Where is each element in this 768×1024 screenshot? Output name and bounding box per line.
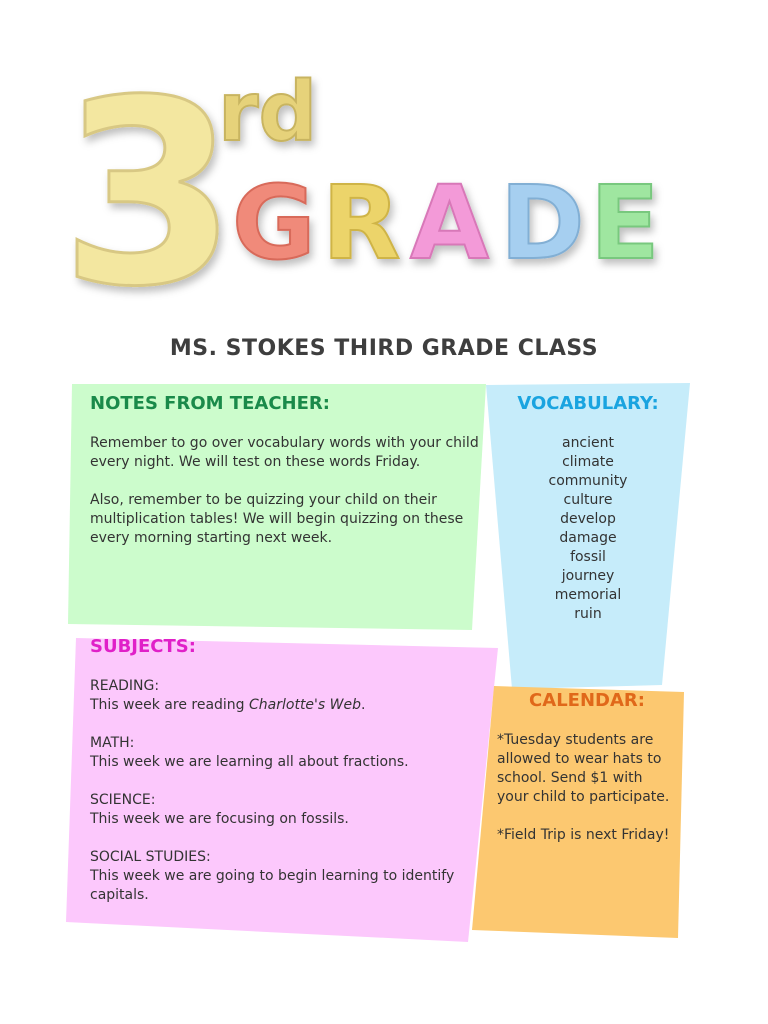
calendar-title: CALENDAR: — [529, 690, 645, 711]
subject-science — [90, 791, 490, 829]
subjects-title: SUBJECTS: — [90, 636, 196, 657]
subject-name: SOCIAL STUDIES: — [90, 849, 211, 865]
subjects-panel — [90, 636, 490, 924]
grade-letter-r: R — [322, 164, 401, 283]
book-title: Charlotte's Web — [249, 697, 361, 713]
subject-description: This week are reading Charlotte's Web. — [90, 697, 366, 713]
subject-reading — [90, 677, 490, 715]
subject-description: This week we are focusing on fossils. — [90, 811, 349, 827]
calendar-panel — [497, 690, 677, 864]
subject-math — [90, 734, 490, 772]
subject-social-studies — [90, 848, 490, 905]
vocabulary-title: VOCABULARY: — [517, 393, 659, 414]
vocabulary-word: develop — [560, 511, 616, 527]
notes-panel — [90, 393, 480, 567]
vocabulary-panel — [490, 393, 686, 624]
grade-suffix: rd — [218, 65, 318, 160]
vocabulary-word: culture — [563, 492, 613, 508]
vocabulary-word: climate — [562, 454, 614, 470]
grade-letter-a: A — [410, 164, 489, 283]
notes-title: NOTES FROM TEACHER: — [90, 393, 330, 414]
calendar-event: *Field Trip is next Friday! — [497, 827, 670, 843]
subject-name: READING: — [90, 678, 160, 694]
notes-paragraph: Also, remember to be quizzing your child on their multiplication tables! We will begin quizzing on these every morning starting next week. — [90, 492, 464, 546]
vocabulary-word: journey — [561, 568, 615, 584]
vocabulary-list — [490, 434, 686, 624]
vocabulary-word: fossil — [570, 549, 606, 565]
notes-paragraph: Remember to go over vocabulary words with your child every night. We will test on these words Friday. — [90, 435, 479, 470]
subject-name: SCIENCE: — [90, 792, 156, 808]
grade-letter-g: G — [232, 164, 316, 283]
vocabulary-word: community — [548, 473, 628, 489]
vocabulary-word: memorial — [554, 587, 622, 603]
vocabulary-word: damage — [559, 530, 617, 546]
subject-name: MATH: — [90, 735, 135, 751]
subject-description: This week we are going to begin learning to identify capitals. — [90, 868, 455, 903]
grade-header-logo — [60, 60, 700, 310]
class-title: MS. STOKES THIRD GRADE CLASS — [169, 336, 599, 361]
grade-letter-e: E — [590, 164, 660, 283]
subject-description: This week we are learning all about fractions. — [90, 754, 409, 770]
calendar-event: *Tuesday students are allowed to wear hats to school. Send $1 with your child to participate. — [497, 732, 670, 805]
vocabulary-word: ruin — [574, 606, 602, 622]
grade-letter-d: D — [500, 164, 585, 283]
vocabulary-word: ancient — [561, 435, 614, 451]
grade-numeral: 3 — [60, 60, 238, 310]
